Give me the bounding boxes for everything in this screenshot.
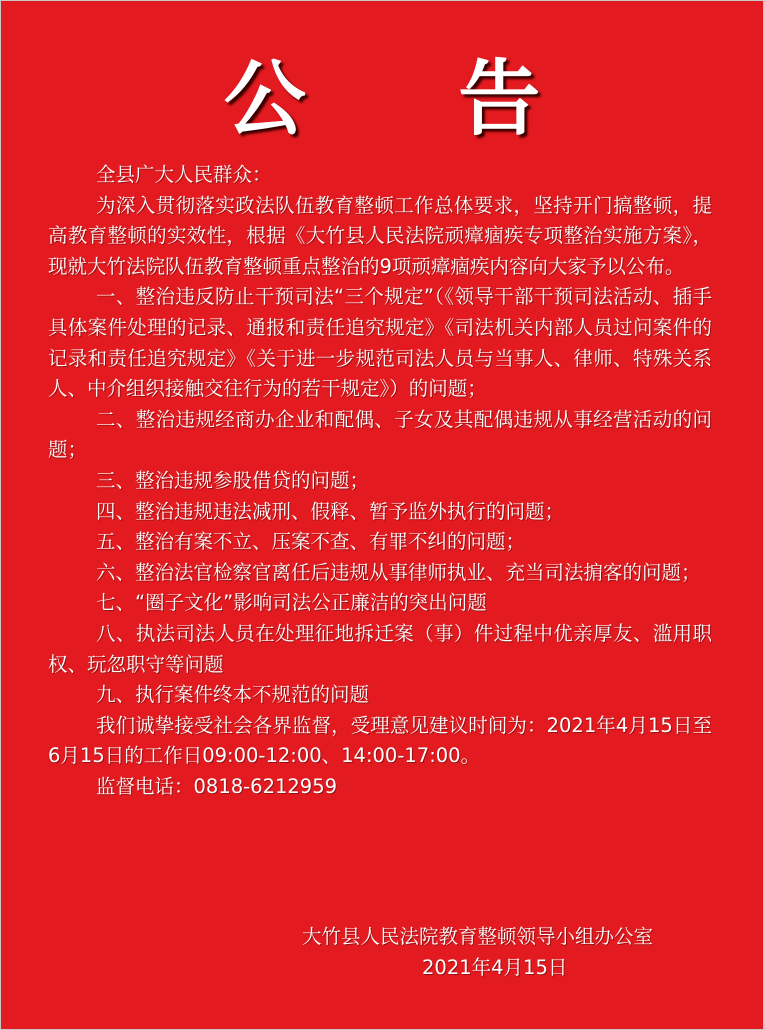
item-6: 六、整治法官检察官离任后违规从事律师执业、充当司法掮客的问题； (96, 560, 701, 584)
item-3: 三、整治违规参股借贷的问题； (96, 468, 370, 492)
item-7: 七、“圈子文化”影响司法公正廉洁的突出问题 (96, 591, 487, 615)
signature-block (290, 921, 720, 983)
item-9: 九、执行案件终本不规范的问题 (96, 683, 370, 707)
salutation: 全县广大人民群众： (96, 163, 272, 186)
item-8: 八、执法司法人员在处理征地拆迁案（事）件过程中优亲厚友、滥用职权、玩忽职守等问题 (48, 621, 712, 676)
supervision-period-paragraph: 我们诚挚接受社会各界监督，受理意见建议时间为：2021年4月15日至6月15日的工作日09:00-12:00、14:00-17:00。 (48, 713, 712, 768)
item-1: 一、整治违反防止干预司法“三个规定”（《领导干部干预司法活动、插手具体案件处理的记录、通报和责任追究规定》《司法机关内部人员过问案件的记录和责任追究规定》《关于进一步规范司法人员与当事人、律师、特殊关系人、中介组织接触交往行为的若干规定》）的问题； (48, 285, 712, 401)
supervision-phone: 监督电话：0818-6212959 (96, 774, 338, 798)
notice-body (48, 160, 712, 802)
signature-date: 2021年4月15日 (422, 956, 568, 979)
item-5: 五、整治有案不立、压案不查、有罪不纠的问题； (96, 530, 526, 554)
signature-org: 大竹县人民法院教育整顿领导小组办公室 (302, 925, 654, 948)
item-2: 二、整治违规经商办企业和配偶、子女及其配偶违规从事经营活动的问题； (48, 407, 712, 462)
item-4: 四、整治违规违法减刑、假释、暂予监外执行的问题； (96, 499, 565, 523)
intro-paragraph: 为深入贯彻落实政法队伍教育整顿工作总体要求，坚持开门搞整顿，提高教育整顿的实效性，根据《大竹县人民法院顽瘴痼疾专项整治实施方案》，现就大竹法院队伍教育整顿重点整治的9项顽瘴痼疾内容向大家予以公布。 (48, 193, 712, 278)
notice-title: 公 告 (223, 52, 603, 147)
